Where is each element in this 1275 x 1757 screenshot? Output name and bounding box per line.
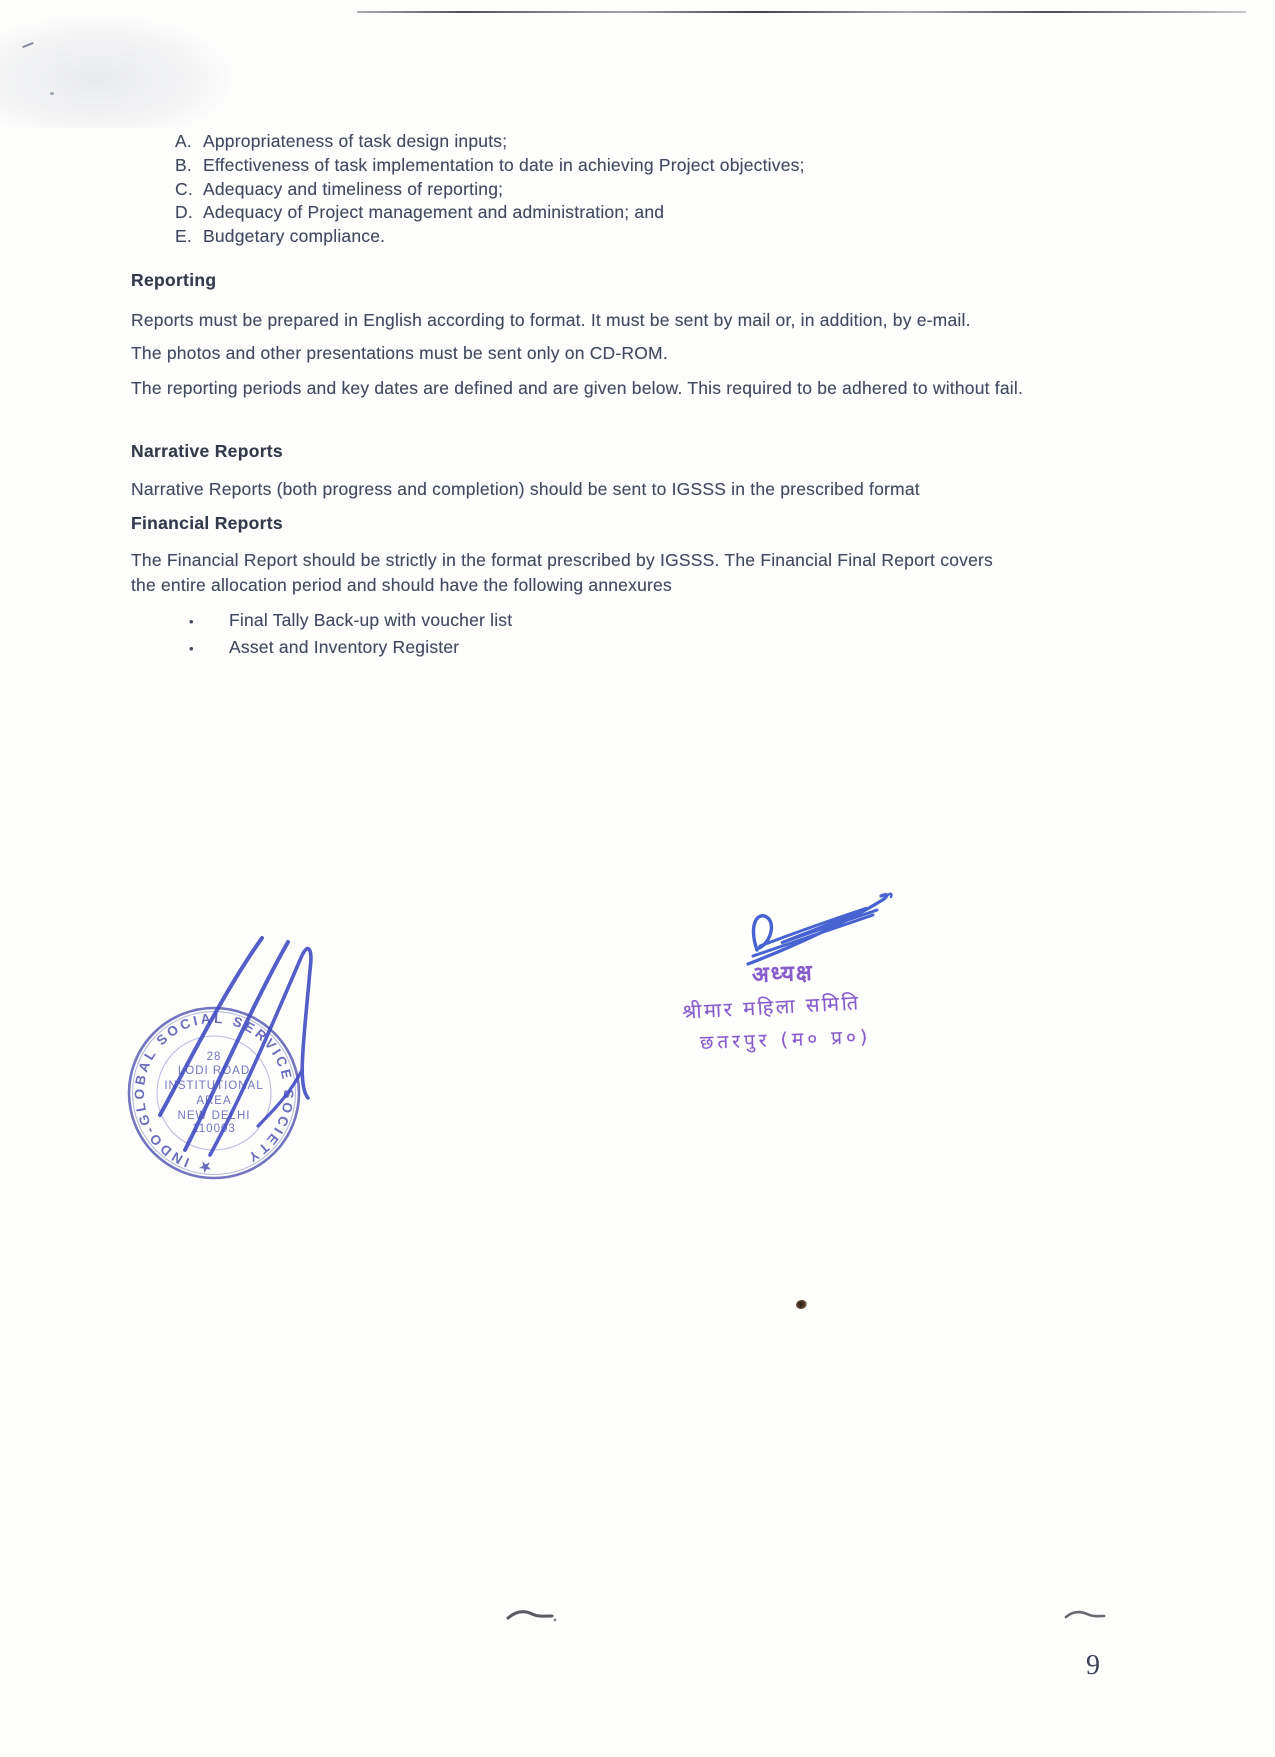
- office-stamp-line: अध्यक्ष: [751, 960, 815, 989]
- office-stamp-line: छतरपुर (म० प्र०): [699, 1026, 872, 1054]
- stamp-center-line: 110003: [192, 1123, 236, 1135]
- section-heading-financial: Financial Reports: [131, 513, 283, 533]
- list-text: Effectiveness of task implementation to date in achieving Project objectives;: [203, 154, 805, 175]
- bullet-dot-icon: •: [189, 640, 194, 656]
- list-marker: C.: [175, 178, 193, 199]
- stamp-center-line: INSTITUTIONAL: [164, 1080, 264, 1092]
- stamp-center-line: NEW DELHI: [177, 1110, 251, 1122]
- list-item: [175, 201, 805, 225]
- list-item: [175, 154, 805, 178]
- bullet-text: Asset and Inventory Register: [229, 636, 460, 657]
- list-text: Adequacy of Project management and administration; and: [203, 202, 665, 223]
- top-horizontal-rule: [357, 11, 1246, 13]
- stamp-center-line: LODI ROAD: [177, 1065, 251, 1077]
- ink-speck: [795, 1299, 808, 1310]
- paragraph: Reports must be prepared in English according to format. It must be sent by mail or, in addition, by e-mail.: [131, 310, 971, 330]
- section-heading-reporting: Reporting: [131, 270, 217, 290]
- signature-over-stamp: [140, 918, 330, 1173]
- list-item: [175, 178, 805, 202]
- list-text: Budgetary compliance.: [203, 226, 386, 247]
- bullet-text: Final Tally Back-up with voucher list: [229, 610, 513, 630]
- list-text: Adequacy and timeliness of reporting;: [203, 178, 504, 199]
- list-marker: A.: [175, 131, 192, 151]
- list-text: Appropriateness of task design inputs;: [203, 131, 508, 151]
- list-item: [175, 225, 805, 249]
- bullet-item: [187, 608, 512, 635]
- office-stamp-line: श्रीमार महिला समिति: [681, 990, 862, 1024]
- bullet-dot-icon: •: [189, 614, 194, 629]
- paragraph: The Financial Report should be strictly in the format prescribed by IGSSS. The Financial Final Report covers the entire allocation period and should have the following annexures: [131, 550, 993, 595]
- section-heading-narrative: Narrative Reports: [131, 441, 283, 461]
- paragraph: The photos and other presentations must be sent only on CD-ROM.: [131, 343, 668, 363]
- paragraph: Narrative Reports (both progress and completion) should be sent to IGSSS in the prescribed format: [131, 479, 920, 499]
- list-marker: E.: [175, 226, 192, 247]
- lettered-list: [175, 130, 805, 249]
- smudge-mark: [505, 1605, 557, 1627]
- scan-mark: [50, 92, 54, 95]
- bullet-list: [187, 608, 512, 661]
- paragraph: The reporting periods and key dates are defined and are given below. This required to be adhered to without fail.: [131, 378, 1024, 398]
- stamp-ring-text: ★ INDO-GLOBAL SOCIAL SERVICE SOCIETY: [131, 1010, 297, 1176]
- list-marker: D.: [175, 202, 193, 223]
- stamp-center-line: 28: [206, 1051, 222, 1063]
- list-item: [175, 130, 805, 154]
- stamp-center-line: AREA: [196, 1095, 232, 1107]
- smudge-mark: [1063, 1606, 1107, 1626]
- bullet-item: [187, 635, 512, 662]
- list-marker: B.: [175, 154, 192, 175]
- page-number: 9: [1086, 1650, 1100, 1681]
- scan-smudge: [0, 18, 230, 128]
